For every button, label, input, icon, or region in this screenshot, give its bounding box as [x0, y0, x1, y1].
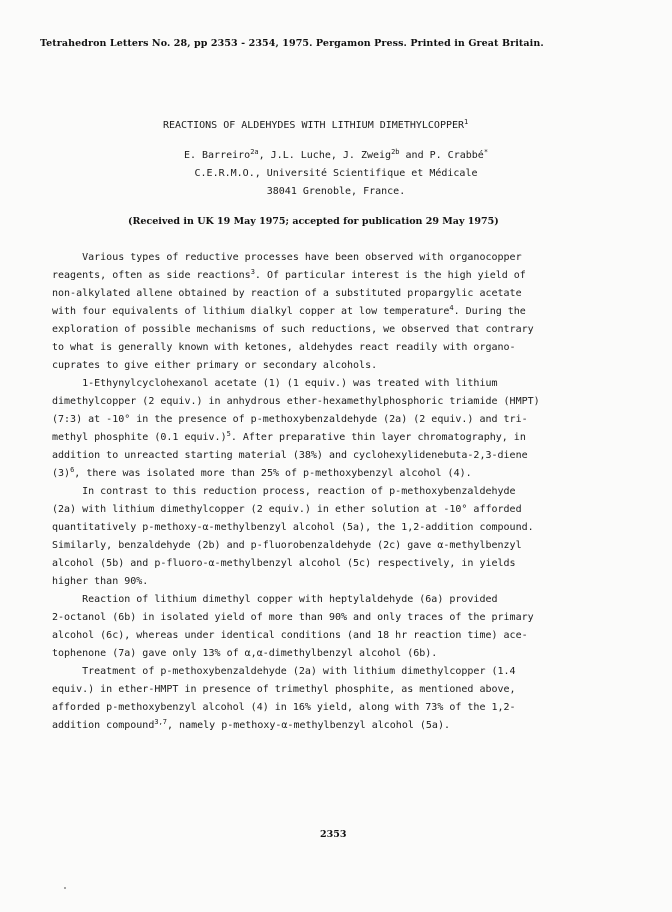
affiliation-line: C.E.R.M.O., Université Scientifique et Médicale [194, 168, 478, 179]
body-text-span: reagents, often as side reactions [52, 270, 251, 281]
author-ref-2b: 2b [391, 148, 400, 156]
body-text-span: (3) [52, 468, 71, 479]
body-text-span: methyl phosphite (0.1 equiv.) [52, 432, 227, 443]
journal-header: Tetrahedron Letters No. 28, pp 2353 - 2354, 1975. Pergamon Press. Printed in Great Britain. [40, 38, 544, 49]
title-text: REACTIONS OF ALDEHYDES WITH LITHIUM DIMETHYLCOPPER [163, 120, 465, 131]
title-footnote-ref: 1 [464, 118, 469, 126]
received-dates: (Received in UK 19 May 1975; accepted for publication 29 May 1975) [128, 216, 499, 227]
body-line: 2-octanol (6b) in isolated yield of more than 90% and only traces of the primary [52, 612, 534, 623]
body-line [52, 720, 450, 732]
body-line: cuprates to give either primary or secondary alcohols. [52, 360, 378, 371]
page-number: 2353 [320, 829, 347, 840]
body-line: Reaction of lithium dimethyl copper with heptylaldehyde (6a) provided [52, 594, 498, 605]
author-barreiro: E. Barreiro [183, 150, 251, 161]
author-ref-2a: 2a [250, 148, 259, 156]
body-line [52, 306, 526, 318]
body-line: tophenone (7a) gave only 13% of α,α-dimethylbenzyl alcohol (6b). [52, 648, 438, 659]
footnote-ref: 3 [250, 268, 255, 276]
author-luche-zweig: , J.L. Luche, J. Zweig [258, 150, 392, 161]
author-line [0, 150, 672, 161]
body-line: higher than 90%. [52, 576, 149, 587]
article-title [163, 120, 468, 131]
body-text-span: . After preparative thin layer chromatography, in [230, 432, 526, 443]
body-text-span: , there was isolated more than 25% of p-methoxybenzyl alcohol (4). [74, 468, 472, 479]
body-line: afforded p-methoxybenzyl alcohol (4) in 16% yield, along with 73% of the 1,2- [52, 702, 516, 713]
body-line [52, 270, 526, 282]
body-line: Similarly, benzaldehyde (2b) and p-fluorobenzaldehyde (2c) gave α-methylbenzyl [52, 540, 522, 551]
footnote-ref: 6 [70, 466, 75, 474]
body-line: (2a) with lithium dimethylcopper (2 equiv.) in ether solution at -10° afforded [52, 504, 522, 515]
body-line: alcohol (5b) and p-fluoro-α-methylbenzyl alcohol (5c) respectively, in yields [52, 558, 516, 569]
body-line: exploration of possible mechanisms of such reductions, we observed that contrary [52, 324, 534, 335]
body-line: addition to unreacted starting material (38%) and cyclohexylidenebuta-2,3-diene [52, 450, 528, 461]
body-line: to what is generally known with ketones, aldehydes react readily with organo- [52, 342, 516, 353]
body-line: alcohol (6c), whereas under identical conditions (and 18 hr reaction time) ace- [52, 630, 528, 641]
body-line: dimethylcopper (2 equiv.) in anhydrous ether-hexamethylphosphoric triamide (HMPT) [52, 396, 540, 407]
body-line: Various types of reductive processes have been observed with organocopper [52, 252, 522, 263]
body-line: In contrast to this reduction process, reaction of p-methoxybenzaldehyde [52, 486, 516, 497]
body-text-span: with four equivalents of lithium dialkyl copper at low temperature [52, 306, 450, 317]
body-line [52, 468, 472, 480]
city-line: 38041 Grenoble, France. [266, 186, 406, 197]
body-line: 1-Ethynylcyclohexanol acetate (1) (1 equiv.) was treated with lithium [52, 378, 498, 389]
body-line: equiv.) in ether-HMPT in presence of trimethyl phosphite, as mentioned above, [52, 684, 516, 695]
body-text-span: , namely p-methoxy-α-methylbenzyl alcohol (5a). [167, 720, 450, 731]
body-text-span: addition compound [52, 720, 155, 731]
body-line [52, 432, 526, 444]
body-line: quantitatively p-methoxy-α-methylbenzyl alcohol (5a), the 1,2-addition compound. [52, 522, 534, 533]
body-text-span: . Of particular interest is the high yield of [254, 270, 526, 281]
footnote-ref: 3,7 [154, 718, 168, 726]
author-crabbe: and P. Crabbé [399, 150, 484, 161]
body-line: (7:3) at -10° in the presence of p-methoxybenzaldehyde (2a) (2 equiv.) and tri- [52, 414, 528, 425]
footnote-ref: 4 [449, 304, 454, 312]
body-line: non-alkylated allene obtained by reaction of a substituted propargylic acetate [52, 288, 522, 299]
corresponding-author-mark: * [483, 148, 489, 156]
footnote-ref: 5 [226, 430, 231, 438]
body-text-span: . During the [453, 306, 526, 317]
scan-speck [64, 887, 66, 889]
body-line: Treatment of p-methoxybenzaldehyde (2a) with lithium dimethylcopper (1.4 [52, 666, 516, 677]
